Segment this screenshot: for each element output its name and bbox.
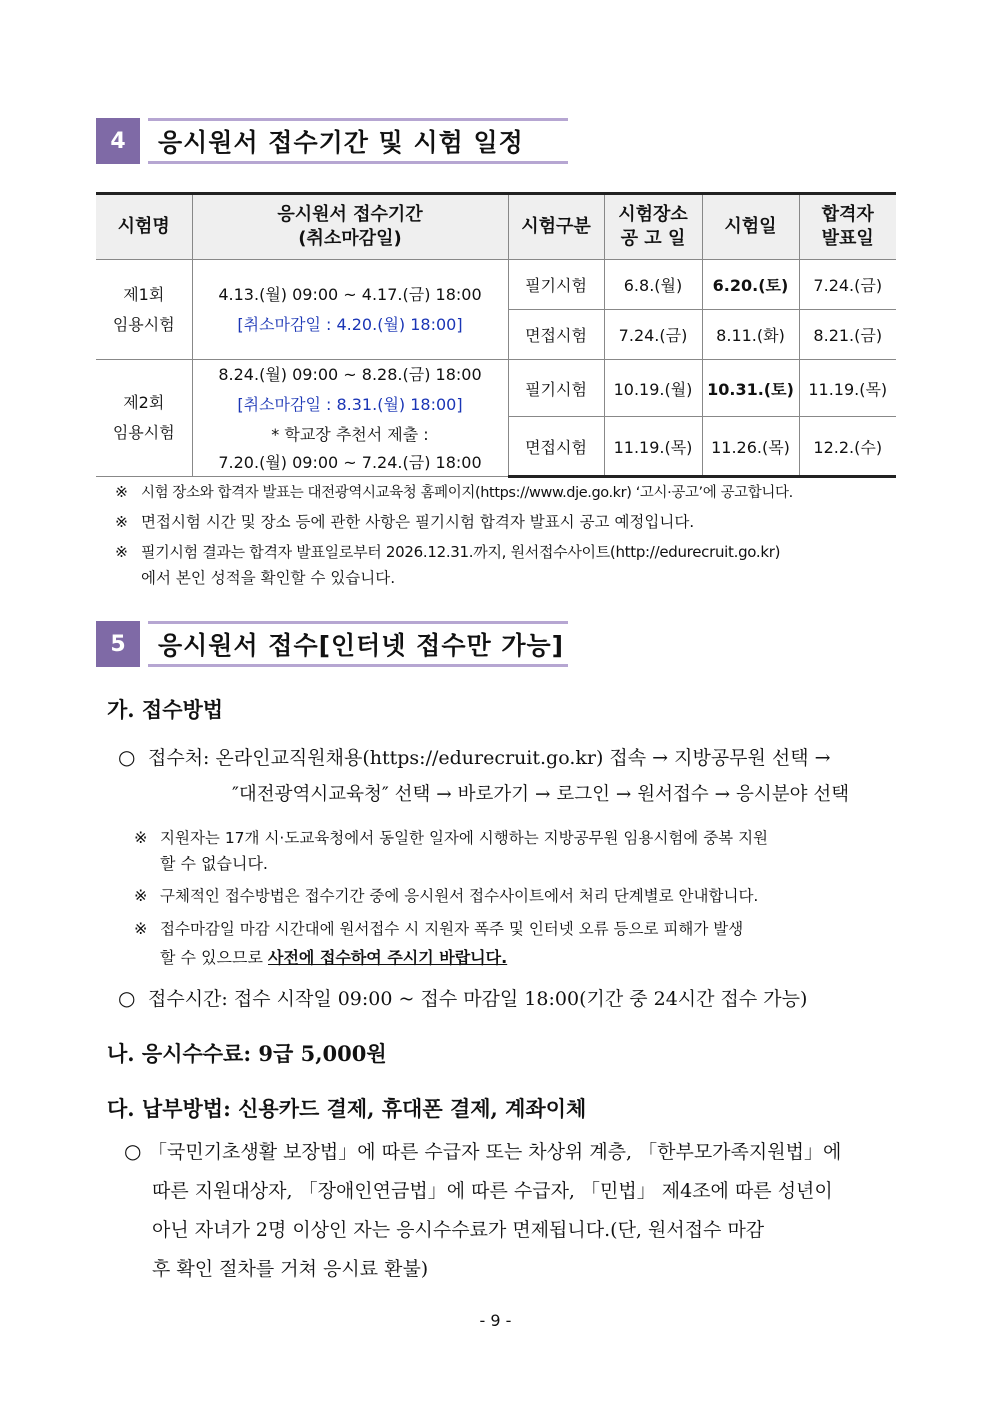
pass-cell: 8.21.(금) xyxy=(799,310,896,360)
type-cell: 면접시험 xyxy=(508,417,604,477)
period-cell: 4.13.(월) 09:00 ~ 4.17.(금) 18:00 [취소마감일 : 4.20.(월) 18:00] xyxy=(192,260,508,360)
subsection-heading-ga: 가. 접수방법 xyxy=(107,697,224,722)
period-cell: 8.24.(월) 09:00 ~ 8.28.(금) 18:00 [취소마감일 : 8.31.(월) 18:00] * 학교장 추천서 제출 : 7.20.(월) 09:00 ~ 7.24.(금) 18:00 xyxy=(192,360,508,477)
notice: ※ 접수마감일 마감 시간대에 원서접수 시 지원자 폭주 및 인터넷 오류 등으로 피해가 발생 xyxy=(134,919,744,938)
exam-date-cell: 11.26.(목) xyxy=(702,417,799,477)
venue-cell: 7.24.(금) xyxy=(604,310,702,360)
pass-cell: 12.2.(수) xyxy=(799,417,896,477)
header-type: 시험구분 xyxy=(508,194,604,260)
table-row xyxy=(96,260,896,310)
section-title: 응시원서 접수[인터넷 접수만 가능] xyxy=(158,631,565,660)
header-venue: 시험장소 공 고 일 xyxy=(604,194,702,260)
section-number: 5 xyxy=(96,621,140,667)
venue-cell: 10.19.(월) xyxy=(604,360,702,417)
section-4-header xyxy=(96,118,568,164)
notice-continued: 할 수 없습니다. xyxy=(160,854,268,873)
table-note-continued: 에서 본인 성적을 확인할 수 있습니다. xyxy=(141,569,396,587)
type-cell: 필기시험 xyxy=(508,360,604,417)
fee-exemption: ○ 「국민기초생활 보장법」에 따른 수급자 또는 차상위 계층, 「한부모가족지원법」에 따른 지원대상자, 「장애인연금법」에 따른 수급자, 「민법」 제4조에 따른 성년이 아닌 자녀가 2명 이상인 자는 응시수수료가 면제됩니다.(단, 원서접수 마감 후 확인 절차를 거쳐 응시료 환불) xyxy=(124,1139,842,1280)
subsection-heading-na: 나. 응시수수료: 9급 5,000원 xyxy=(107,1041,387,1066)
exam-date-cell: 8.11.(화) xyxy=(702,310,799,360)
table-note: ※ 시험 장소와 합격자 발표는 대전광역시교육청 홈페이지(https://www.dje.go.kr) ‘고시·공고’에 공고합니다. xyxy=(115,483,793,501)
reception-place: ○ 접수처: 온라인교직원채용(https://edurecruit.go.kr) 접속 → 지방공무원 선택 → xyxy=(118,745,831,769)
round-name-cell: 제1회 임용시험 xyxy=(96,260,192,360)
header-exam-name: 시험명 xyxy=(96,194,192,260)
reception-time: ○ 접수시간: 접수 시작일 09:00 ~ 접수 마감일 18:00(기간 중 24시간 접수 가능) xyxy=(118,986,808,1010)
exam-date-cell: 10.31.(토) xyxy=(702,360,799,417)
section-number: 4 xyxy=(96,118,140,164)
notice: ※ 구체적인 접수방법은 접수기간 중에 응시원서 접수사이트에서 처리 단계별로 안내합니다. xyxy=(134,886,759,905)
venue-cell: 11.19.(목) xyxy=(604,417,702,477)
subsection-heading-da: 다. 납부방법: 신용카드 결제, 휴대폰 결제, 계좌이체 xyxy=(107,1096,587,1121)
notice: ※ 지원자는 17개 시·도교육청에서 동일한 일자에 시행하는 지방공무원 임용시험에 중복 지원 xyxy=(134,828,769,847)
type-cell: 면접시험 xyxy=(508,310,604,360)
round-name-cell: 제2회 임용시험 xyxy=(96,360,192,477)
header-pass: 합격자 발표일 xyxy=(799,194,896,260)
table-note: ※ 필기시험 결과는 합격자 발표일로부터 2026.12.31.까지, 원서접수사이트(http://edurecruit.go.kr) xyxy=(115,543,781,561)
table-header-row xyxy=(96,194,896,260)
venue-cell: 6.8.(월) xyxy=(604,260,702,310)
notice-continued: 할 수 있으므로 사전에 접수하여 주시기 바랍니다. xyxy=(160,948,508,967)
pass-cell: 11.19.(목) xyxy=(799,360,896,417)
header-period: 응시원서 접수기간 (취소마감일) xyxy=(192,194,508,260)
exam-schedule-table xyxy=(96,192,896,478)
section-title: 응시원서 접수기간 및 시험 일정 xyxy=(158,128,524,157)
pass-cell: 7.24.(금) xyxy=(799,260,896,310)
table-note: ※ 면접시험 시간 및 장소 등에 관한 사항은 필기시험 합격자 발표시 공고 예정입니다. xyxy=(115,513,695,531)
reception-path: ″대전광역시교육청″ 선택 → 바로가기 → 로그인 → 원서접수 → 응시분야 선택 xyxy=(232,784,850,805)
emphasis-text: 사전에 접수하여 주시기 바랍니다. xyxy=(268,948,508,967)
header-exam-date: 시험일 xyxy=(702,194,799,260)
exam-date-cell: 6.20.(토) xyxy=(702,260,799,310)
section-5-header xyxy=(96,621,568,667)
page-number: - 9 - xyxy=(479,1311,512,1330)
type-cell: 필기시험 xyxy=(508,260,604,310)
table-row xyxy=(96,360,896,417)
